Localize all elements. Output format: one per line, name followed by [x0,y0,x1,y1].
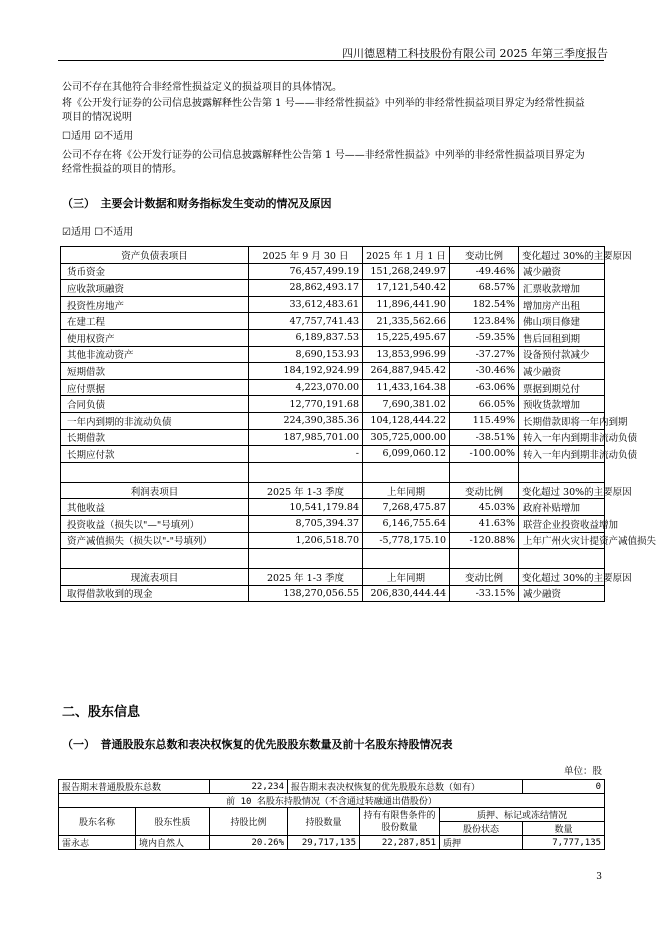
balance-cell: - [249,446,363,463]
section-3-title: （三） 主要会计数据和财务指标发生变动的情况及原因 [62,197,332,210]
balance-cell: 汇票收款增加 [519,280,605,297]
balance-cell: 合同负债 [61,396,249,413]
blank-cell [61,462,249,482]
balance-cell: 一年内到期的非流动负债 [61,412,249,429]
cashflow-cell: -33.15% [450,585,519,602]
balance-cell: 转入一年内到期非流动负债 [519,429,605,446]
income-header-row [61,482,605,499]
income-cell: 上年广州火灾计提资产减值损失 [519,532,605,549]
balance-cell: 货币资金 [61,263,249,280]
balance-row [61,313,605,330]
blank-cell [519,462,605,482]
income-cell: 10,541,179.84 [249,499,363,516]
cashflow-col-header: 变化超过 30%的主要原因 [519,569,605,586]
balance-cell: 6,099,060.12 [363,446,450,463]
balance-cell: -37.27% [450,346,519,363]
balance-cell: 减少融资 [519,263,605,280]
cashflow-col-header: 现流表项目 [61,569,249,586]
balance-cell: 151,268,249.97 [363,263,450,280]
financial-change-table [60,246,657,602]
balance-row [61,296,605,313]
col-num: 数量 [523,822,605,836]
balance-cell: -49.46% [450,263,519,280]
balance-col-header: 变化超过 30%的主要原因 [519,247,605,264]
balance-cell: 28,862,493.17 [249,280,363,297]
cashflow-header-row [61,569,605,586]
balance-cell: 长期应付款 [61,446,249,463]
blank-cell [450,549,519,569]
balance-cell: 设备预付款减少 [519,346,605,363]
balance-cell: 184,192,924.99 [249,363,363,380]
balance-cell: 11,433,164.38 [363,379,450,396]
intro-line-4: 公司不存在将《公开发行证券的公司信息披露解释性公告第 1 号——非经常性损益》中列举的非经常性损益项目界定为 [62,150,585,161]
blank-row [61,549,605,569]
preferred-holders-value: 0 [523,780,605,794]
balance-cell: 13,853,996.99 [363,346,450,363]
income-row [61,515,605,532]
cashflow-col-header: 变动比例 [450,569,519,586]
income-cell: -120.88% [450,532,519,549]
holder-num: 7,777,135 [523,836,605,850]
income-cell: 投资收益（损失以"—"号填列） [61,515,249,532]
section-3-checkbox: ☑适用 ☐不适用 [62,227,134,238]
income-col-header: 变动比例 [450,482,519,499]
income-cell: 政府补贴增加 [519,499,605,516]
income-cell: 1,206,518.70 [249,532,363,549]
balance-cell: 使用权资产 [61,329,249,346]
shareholder-table [58,779,605,850]
applicable-checkbox: ☐适用 ☑不适用 [62,131,134,142]
balance-col-header: 2025 年 9 月 30 日 [249,247,363,264]
balance-col-header: 2025 年 1 月 1 日 [363,247,450,264]
income-cell: 6,146,755.64 [363,515,450,532]
col-nature: 股东性质 [136,808,210,836]
balance-row [61,280,605,297]
holder-name: 雷永志 [59,836,136,850]
col-restricted: 持有有限售条件的股份数量 [360,808,440,836]
total-row [59,780,605,794]
balance-cell: 售后回租到期 [519,329,605,346]
balance-cell: 长期借款 [61,429,249,446]
balance-cell: 佛山项目修建 [519,313,605,330]
holder-ratio: 20.26% [210,836,288,850]
income-cell: 45.03% [450,499,519,516]
balance-cell: 7,690,381.02 [363,396,450,413]
cashflow-cell: 206,830,444.44 [363,585,450,602]
part2-title: 二、股东信息 [62,705,141,720]
holder-restricted: 22,287,851 [360,836,440,850]
blank-cell [450,462,519,482]
balance-cell: -63.06% [450,379,519,396]
balance-cell: 8,690,153.93 [249,346,363,363]
intro-line-2: 将《公开发行证券的公司信息披露解释性公告第 1 号——非经常性损益》中列举的非经常性损益项目界定为经常性损益 [62,98,585,109]
income-cell: 7,268,475.87 [363,499,450,516]
balance-row [61,346,605,363]
balance-row [61,363,605,380]
header-row-1 [59,808,605,822]
balance-cell: 长期借款即将一年内到期 [519,412,605,429]
blank-cell [363,462,450,482]
balance-cell: -59.35% [450,329,519,346]
cashflow-cell: 138,270,056.55 [249,585,363,602]
balance-cell: 11,896,441.90 [363,296,450,313]
blank-cell [61,549,249,569]
balance-row [61,446,605,463]
balance-row [61,329,605,346]
balance-cell: 68.57% [450,280,519,297]
balance-row [61,429,605,446]
income-cell: 联营企业投资收益增加 [519,515,605,532]
balance-cell: 6,189,837.53 [249,329,363,346]
balance-cell: 47,757,741.43 [249,313,363,330]
balance-cell: 21,335,562.66 [363,313,450,330]
income-cell: 资产减值损失（损失以"-"号填列） [61,532,249,549]
blank-row [61,462,605,482]
balance-cell: 在建工程 [61,313,249,330]
balance-cell: 104,128,444.22 [363,412,450,429]
blank-cell [249,462,363,482]
holder-nature: 境内自然人 [136,836,210,850]
balance-cell: 224,390,385.36 [249,412,363,429]
cashflow-col-header: 2025 年 1-3 季度 [249,569,363,586]
shareholder-row [59,836,605,850]
balance-cell: 投资性房地产 [61,296,249,313]
balance-cell: 应付票据 [61,379,249,396]
blank-cell [363,549,450,569]
balance-cell: 预收货款增加 [519,396,605,413]
col-name: 股东名称 [59,808,136,836]
income-col-header: 2025 年 1-3 季度 [249,482,363,499]
income-cell: 其他收益 [61,499,249,516]
col-pledge: 质押、标记或冻结情况 [440,808,605,822]
income-row [61,499,605,516]
balance-col-header: 变动比例 [450,247,519,264]
blank-cell [519,549,605,569]
balance-cell: 转入一年内到期非流动负债 [519,446,605,463]
balance-cell: 66.05% [450,396,519,413]
balance-cell: 33,612,483.61 [249,296,363,313]
balance-cell: 短期借款 [61,363,249,380]
balance-row [61,396,605,413]
page-number: 3 [596,872,602,882]
balance-cell: 12,770,191.68 [249,396,363,413]
balance-cell: 115.49% [450,412,519,429]
balance-row [61,379,605,396]
holder-status: 质押 [440,836,523,850]
top10-title-row [59,794,605,808]
balance-cell: 76,457,499.19 [249,263,363,280]
balance-row [61,263,605,280]
top10-title: 前 10 名股东持股情况（不含通过转融通出借股份） [59,794,605,808]
balance-cell: 15,225,495.67 [363,329,450,346]
balance-cell: 123.84% [450,313,519,330]
holder-qty: 29,717,135 [288,836,360,850]
balance-cell: 票据到期兑付 [519,379,605,396]
balance-cell: 17,121,540.42 [363,280,450,297]
income-col-header: 变化超过 30%的主要原因 [519,482,605,499]
preferred-holders-label: 报告期末表决权恢复的优先股股东总数（如有） [288,780,523,794]
unit-label: 单位：股 [563,766,602,777]
balance-cell: 增加房产出租 [519,296,605,313]
col-status: 股份状态 [440,822,523,836]
col-ratio: 持股比例 [210,808,288,836]
cashflow-col-header: 上年同期 [363,569,450,586]
income-cell: 8,705,394.37 [249,515,363,532]
intro-line-1: 公司不存在其他符合非经常性损益定义的损益项目的具体情况。 [62,82,342,93]
income-row [61,532,605,549]
blank-cell [249,549,363,569]
balance-cell: 4,223,070.00 [249,379,363,396]
total-holders-value: 22,234 [210,780,288,794]
balance-cell: -30.46% [450,363,519,380]
total-holders-label: 报告期末普通股股东总数 [59,780,210,794]
header-rule [58,60,604,61]
income-cell: -5,778,175.10 [363,532,450,549]
intro-line-5: 经常性损益的项目的情形。 [62,164,182,175]
income-cell: 41.63% [450,515,519,532]
balance-cell: 187,985,701.00 [249,429,363,446]
part2-subtitle: （一） 普通股股东总数和表决权恢复的优先股股东数量及前十名股东持股情况表 [62,738,453,751]
cashflow-row [61,585,605,602]
balance-header-row [61,247,605,264]
cashflow-cell: 减少融资 [519,585,605,602]
balance-cell: -100.00% [450,446,519,463]
income-col-header: 上年同期 [363,482,450,499]
col-qty: 持股数量 [288,808,360,836]
balance-cell: 其他非流动资产 [61,346,249,363]
balance-col-header: 资产负债表项目 [61,247,249,264]
balance-cell: 305,725,000.00 [363,429,450,446]
balance-cell: 264,887,945.42 [363,363,450,380]
balance-row [61,412,605,429]
balance-cell: 减少融资 [519,363,605,380]
balance-cell: -38.51% [450,429,519,446]
cashflow-cell: 取得借款收到的现金 [61,585,249,602]
report-header: 四川德恩精工科技股份有限公司 2025 年第三季度报告 [342,47,608,60]
intro-line-3: 项目的情况说明 [62,112,132,123]
balance-cell: 182.54% [450,296,519,313]
income-col-header: 利润表项目 [61,482,249,499]
balance-cell: 应收款项融资 [61,280,249,297]
